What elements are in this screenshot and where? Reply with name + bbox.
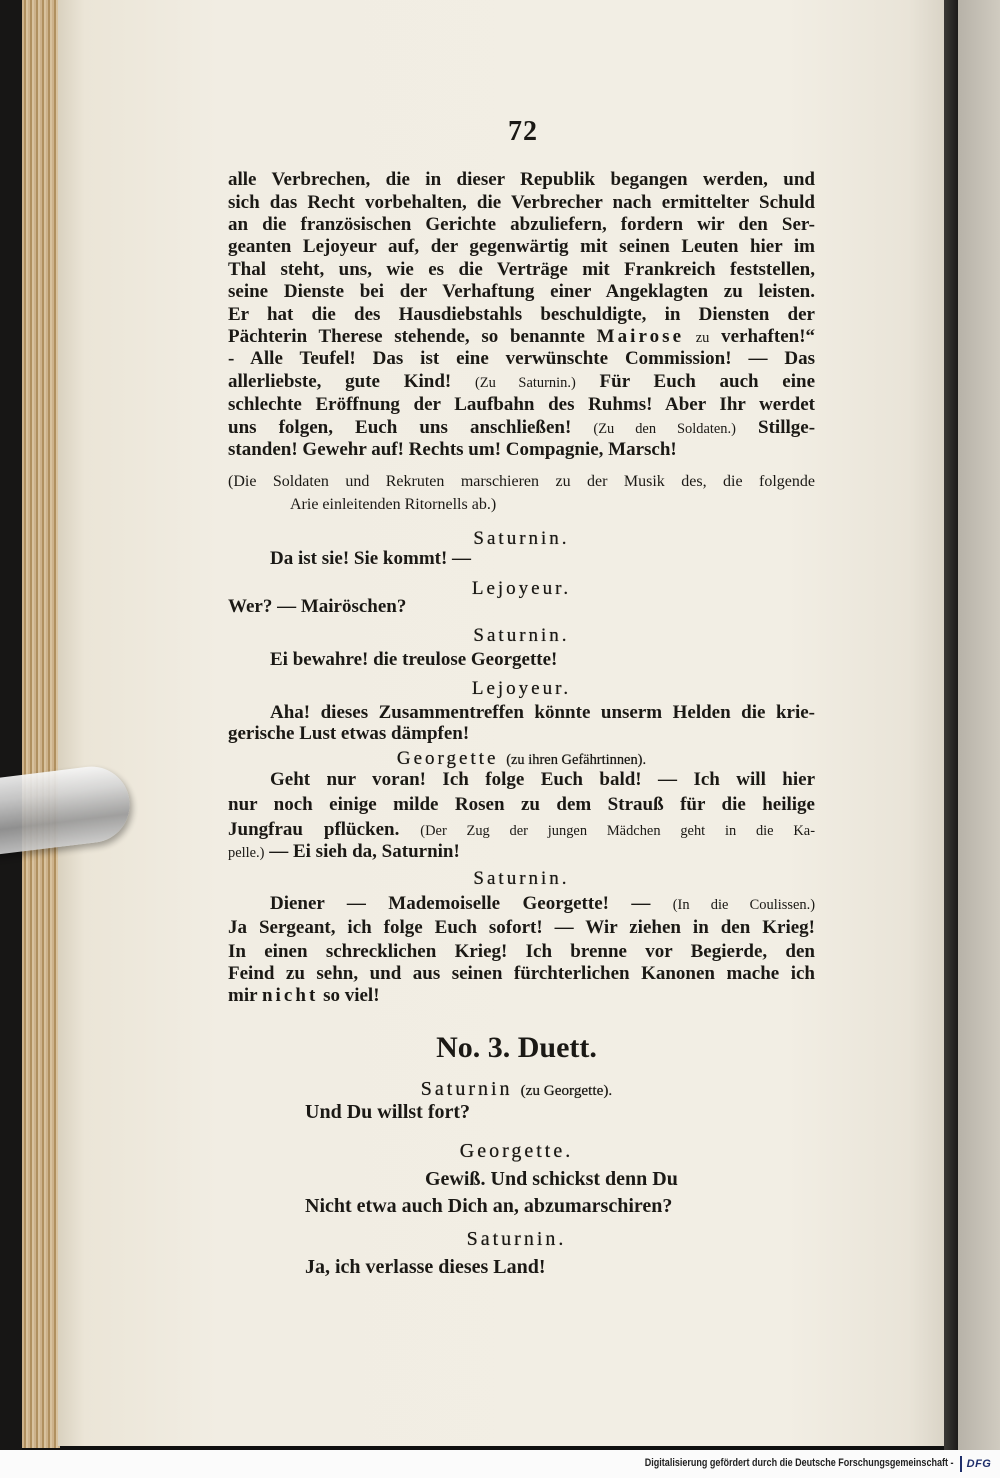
- speaker-name: Saturnin.: [473, 528, 570, 549]
- section-heading: No. 3. Duett.: [436, 1031, 597, 1064]
- text-line: [228, 819, 815, 841]
- book-page-edges: [22, 0, 60, 1448]
- speaker-name: Lejoyeur.: [471, 578, 572, 599]
- text-line: Thal steht, uns, wie es die Verträge mit Frankreich feststellen,: [228, 259, 815, 280]
- text-line: [228, 417, 815, 439]
- speaker-heading: [228, 1078, 805, 1100]
- text-line: alle Verbrechen, die in dieser Republik begangen werden, und: [228, 169, 815, 190]
- text-line: [228, 841, 815, 863]
- inline-stage-direction: (In die Coulissen.): [672, 897, 816, 913]
- inline-stage-direction: (Zu den Soldaten.): [593, 421, 736, 437]
- stage-direction: (Die Soldaten und Rekruten marschieren zu der Musik des, die folgende: [228, 473, 815, 490]
- text-line: Er hat die des Hausdiebstahls beschuldigte, in Diensten der: [228, 304, 815, 325]
- text-line: Da ist sie! Sie kommt! —: [270, 548, 472, 569]
- text-line: standen! Gewehr auf! Rechts um! Compagnie, Marsch!: [228, 439, 677, 460]
- text-line: [228, 985, 815, 1007]
- text-line: sich das Recht vorbehalten, die Verbrecher nach ermittelter Schuld: [228, 192, 815, 213]
- text-line: Geht nur voran! Ich folge Euch bald! — Ich will hier: [270, 769, 815, 790]
- text-line: an die französischen Gerichte abzuliefern, fordern wir den Ser-: [228, 214, 815, 235]
- text-segment: — Ei sieh da, Saturnin!: [269, 841, 460, 862]
- speaker-name: Lejoyeur.: [471, 678, 572, 699]
- speaker-name: Saturnin: [420, 1078, 513, 1100]
- text-line: Ja Sergeant, ich folge Euch sofort! — Wir ziehen in den Krieg!: [228, 917, 815, 938]
- facing-page-edge: [958, 0, 1000, 1450]
- text-line: [228, 371, 815, 393]
- text-segment: mir: [228, 985, 258, 1006]
- inline-stage-direction: (Der Zug der jungen Mädchen geht in die Ka-: [420, 823, 816, 839]
- text-line: Ei bewahre! die treulose Georgette!: [270, 649, 558, 670]
- text-segment: verhaften!“: [721, 326, 816, 347]
- text-segment: Für Euch auch eine: [599, 371, 816, 392]
- speaker-heading: [228, 748, 815, 770]
- spaced-word: nicht: [261, 985, 319, 1006]
- spaced-name: Mairose: [596, 326, 685, 347]
- scan-border: [0, 0, 22, 1452]
- text-line: Aha! dieses Zusammentreffen könnte unserm Helden die krie-: [270, 702, 815, 723]
- text-line: schlechte Eröffnung der Laufbahn des Ruhms! Aber Ihr werdet: [228, 394, 815, 415]
- text-line: seine Dienste bei der Verhaftung einer Angeklagten zu leisten.: [228, 281, 815, 302]
- verse-line: Ja, ich verlasse dieses Land!: [305, 1256, 546, 1278]
- text-line: nur noch einige milde Rosen zu dem Strauß für die heilige: [228, 794, 815, 815]
- text-line: Wer? — Mairöschen?: [228, 596, 407, 617]
- verse-line: Und Du willst fort?: [305, 1101, 471, 1123]
- inline-stage-direction: (zu ihren Gefährtinnen).: [506, 752, 647, 768]
- text-segment: Jungfrau pflücken.: [228, 819, 400, 840]
- text-line: - Alle Teufel! Das ist eine verwünschte Commission! — Das: [228, 348, 815, 369]
- page-number: 72: [508, 116, 538, 147]
- text-line: gerische Lust etwas dämpfen!: [228, 723, 470, 744]
- verse-line: Nicht etwa auch Dich an, abzumarschiren?: [305, 1195, 673, 1217]
- text-segment: uns folgen, Euch uns anschließen!: [228, 417, 572, 438]
- text-line: [228, 326, 815, 348]
- book-gutter: [944, 0, 958, 1450]
- text-line: [270, 893, 815, 915]
- stage-direction: Arie einleitenden Ritornells ab.): [290, 496, 497, 513]
- text-segment: Pächterin Therese stehende, so benannte: [228, 326, 585, 347]
- verse-line: Gewiß. Und schickst denn Du: [425, 1168, 678, 1190]
- speaker-name: Saturnin.: [473, 868, 570, 889]
- speaker-name: Saturnin.: [473, 625, 570, 646]
- speaker-name: Saturnin.: [466, 1228, 567, 1250]
- inline-stage-direction: (zu Georgette).: [520, 1082, 613, 1099]
- dfg-logo: DFG: [960, 1456, 996, 1472]
- inline-stage-direction: pelle.): [228, 845, 265, 861]
- text-segment: Diener — Mademoiselle Georgette! —: [270, 893, 651, 914]
- text-line: In einen schrecklichen Krieg! Ich brenne vor Begierde, den: [228, 941, 815, 962]
- text-segment: allerliebste, gute Kind!: [228, 371, 452, 392]
- speaker-name: Georgette: [396, 748, 499, 769]
- text-line: geanten Lejoyeur auf, der gegenwärtig mit seinen Leuten hier im: [228, 236, 815, 257]
- text-segment: zu: [695, 330, 710, 346]
- text-segment: Stillge-: [758, 417, 816, 438]
- text-segment: so viel!: [323, 985, 380, 1006]
- text-line: Feind zu sehn, und aus seinen fürchterlichen Kanonen mache ich: [228, 963, 815, 984]
- inline-stage-direction: (Zu Saturnin.): [474, 375, 576, 391]
- speaker-name: Georgette.: [459, 1140, 574, 1162]
- funding-credit: Digitalisierung gefördert durch die Deutsche Forschungsgemeinschaft -: [645, 1457, 954, 1469]
